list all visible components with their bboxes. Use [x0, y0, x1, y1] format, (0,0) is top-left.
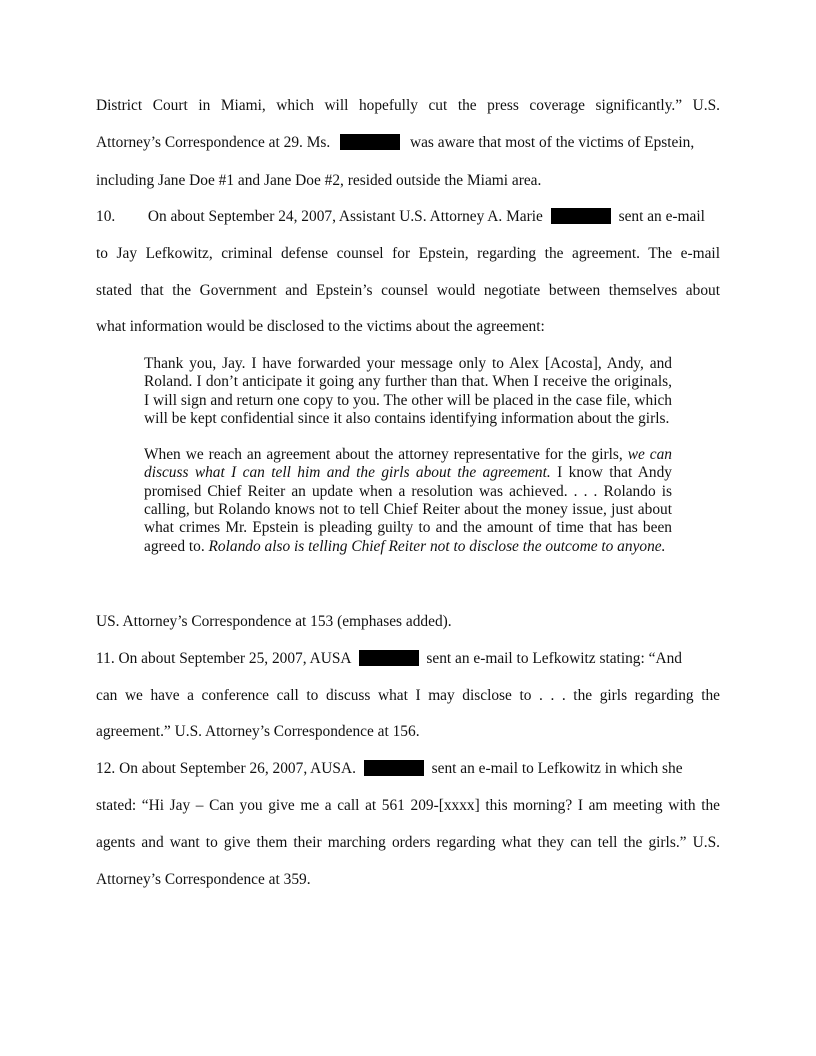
- text-line: District Court in Miami, which will hopefully cut the press coverage significantly.” U.S.: [96, 97, 720, 114]
- text-run: 11. On about September 25, 2007, AUSA: [96, 650, 351, 667]
- paragraph-12-first-line: [96, 759, 720, 779]
- redaction-box: [364, 760, 424, 776]
- text-line: what information would be disclosed to the victims about the agreement:: [96, 318, 545, 335]
- text-line: including Jane Doe #1 and Jane Doe #2, resided outside the Miami area.: [96, 172, 542, 189]
- block-quote: [144, 355, 672, 556]
- text-run: When we reach an agreement about the attorney representative for the girls,: [144, 446, 628, 464]
- emphasized-text: we can discuss what I can tell him and the girls about the agreement.: [144, 446, 673, 482]
- text-line: agents and want to give them their marching orders regarding what they can tell the girls.” U.S.: [96, 834, 720, 851]
- text-run: sent an e-mail to Lefkowitz in which she: [431, 760, 683, 777]
- text-line: stated that the Government and Epstein’s counsel would negotiate between themselves about: [96, 282, 720, 299]
- text-line: stated: “Hi Jay – Can you give me a call at 561 209-[xxxx] this morning? I am meeting with the: [96, 797, 720, 814]
- paragraph-11-first-line: [96, 649, 720, 669]
- paragraph-number: 10.: [96, 208, 116, 225]
- text-run: 12. On about September 26, 2007, AUSA.: [96, 760, 356, 777]
- text-line: [96, 133, 720, 153]
- redaction-box: [340, 134, 400, 150]
- text-line: to Jay Lefkowitz, criminal defense counsel for Epstein, regarding the agreement. The e-mail: [96, 245, 720, 262]
- text-run: sent an e-mail to Lefkowitz stating: “And: [426, 650, 682, 667]
- redaction-box: [359, 650, 419, 666]
- text-line: Attorney’s Correspondence at 359.: [96, 871, 311, 888]
- redaction-box: [551, 208, 611, 224]
- text-run: was aware that most of the victims of Epstein,: [409, 134, 695, 151]
- text-run: Attorney’s Correspondence at 29. Ms.: [96, 134, 331, 151]
- text-line: US. Attorney’s Correspondence at 153 (emphases added).: [96, 613, 452, 630]
- quote-paragraph: Thank you, Jay. I have forwarded your message only to Alex [Acosta], Andy, and Roland. I don’t anticipate it going any further than that. When I receive the originals, I will sign and return one copy to you. The other will be placed in the case file, which will be kept confidential since it also contains identifying information about the girls.: [144, 355, 672, 427]
- quote-paragraph: [144, 446, 672, 556]
- text-line: agreement.” U.S. Attorney’s Correspondence at 156.: [96, 723, 420, 740]
- text-run: sent an e-mail: [618, 208, 705, 225]
- emphasized-text: Rolando also is telling Chief Reiter not to disclose the outcome to anyone.: [208, 537, 666, 555]
- paragraph-10-first-line: [96, 207, 720, 227]
- text-line: can we have a conference call to discuss what I may disclose to . . . the girls regarding the: [96, 687, 720, 704]
- text-run: I know that Andy promised Chief Reiter an update when a resolution was achieved. . . . Rolando is calling, but Rolando knows not to tell Chief Reiter about the money issue, just about what crimes Mr. Epstein is pleading guilty to and the amount of time that has been agreed to.: [144, 464, 672, 555]
- text-run: On about September 24, 2007, Assistant U.S. Attorney A. Marie: [147, 208, 543, 225]
